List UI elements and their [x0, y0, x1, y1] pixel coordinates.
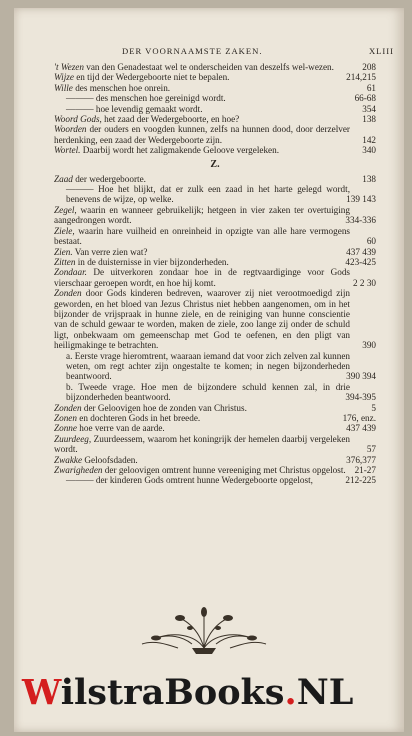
entry-page-reference: 214,215 [346, 72, 376, 83]
entry-page-reference: 334-336 [345, 215, 376, 226]
entry-page-reference: 139 143 [346, 194, 376, 205]
index-entry [54, 104, 376, 114]
index-group-z [54, 174, 376, 486]
entry-term: Zaad [54, 173, 73, 184]
index-entry [54, 174, 376, 184]
entry-page-reference: 60 [366, 236, 376, 247]
entry-text: der ouders en voogden kunnen, zelfs na hunnen dood, door derzelver herdenking, een zaad der Wedergeboorte zijn. [54, 124, 350, 145]
entry-text: Geloofsdaden. [82, 454, 138, 465]
entry-page-reference: 57 [366, 444, 376, 455]
entry-page-reference: 354 [362, 103, 376, 114]
entry-page-reference: 437 439 [346, 246, 376, 257]
index-entry [54, 403, 376, 413]
entry-term: Woord Gods [54, 114, 100, 125]
entry-term: Zondaar. [54, 267, 87, 278]
wilstrabooks-watermark: WilstraBooks.NL [22, 672, 354, 713]
index-entry [54, 455, 376, 465]
entry-page-reference: 376,377 [346, 454, 376, 465]
index-group-w [54, 62, 376, 156]
index-entry [54, 62, 376, 72]
entry-text: ——— Hoe het blijkt, dat er zulk een zaad in het harte gelegd wordt, benevens de wijze, op welke. [66, 184, 350, 205]
entry-text: ——— des menschen hoe gereinigd wordt. [66, 93, 226, 104]
entry-text: en tijd der Wedergeboorte niet te bepalen. [73, 72, 230, 83]
section-letter-z: Z. [210, 158, 220, 170]
entry-text: der Geloovigen hoe de zonden van Christus. [81, 402, 247, 413]
index-entry [54, 247, 376, 257]
index-entry [54, 351, 376, 382]
entry-term: Wortel. [54, 145, 81, 156]
index-entry [54, 83, 376, 93]
entry-page-reference: 212-225 [345, 475, 376, 486]
entry-page-reference: 5 [371, 402, 376, 413]
entry-text: hoe verre van de aarde. [76, 423, 165, 434]
entry-text: Daarbij wordt het zaligmakende Geloove vergeleken. [80, 145, 280, 156]
book-page [14, 8, 404, 732]
entry-text: ——— hoe levendig gemaakt wordt. [66, 103, 203, 114]
entry-text: De uitverkoren zondaar hoe in de regtvaardiginge voor Gods vierschaar geroepen wordt, en hoe hij komt. [54, 267, 350, 288]
entry-text: der wedergeboorte. [72, 173, 146, 184]
entry-text: Van verre zien wat? [72, 246, 148, 257]
index-entry [54, 184, 376, 205]
entry-page-reference: 176, enz. [342, 413, 376, 423]
entry-page-reference: 394-395 [345, 392, 376, 403]
header-title: DER VOORNAAMSTE ZAKEN. [122, 46, 263, 56]
entry-text: waarin hare vuilheid en onreinheid in opzigte van alle hare vermogens bestaat. [54, 225, 350, 247]
index-entry [54, 114, 376, 124]
index-entry [54, 475, 376, 485]
entry-text: in de duisternisse in vier bijzonderheden. [75, 256, 229, 267]
index-entry [54, 413, 376, 423]
entry-term: Woorden [54, 124, 87, 135]
index-entry [54, 382, 376, 403]
ornament-vignette [134, 604, 274, 656]
entry-text: a. Eerste vrage hieromtrent, waaraan iemand dat voor zich zelven zal kunnen weten, om regt achter zijn ongestalte te komen; in negen bijzonderheden beantwoord. [66, 350, 350, 382]
index-entry [54, 257, 376, 267]
entry-text: Zuurdeessem, waarom het koningrijk der hemelen daarbij vergeleken wordt. [54, 433, 350, 455]
index-entry [54, 465, 376, 475]
entry-page-reference: 390 394 [346, 371, 376, 382]
entry-term: Zwakke [54, 454, 83, 465]
entry-text: des menschen hoe onrein. [72, 82, 171, 93]
entry-page-reference: 142 [362, 134, 376, 145]
subject-index [54, 62, 376, 486]
entry-page-reference: 423-425 [345, 256, 376, 267]
entry-term: Ziele, [54, 225, 75, 236]
entry-term: Zonden [54, 402, 82, 413]
index-entry [54, 267, 376, 288]
index-entry [54, 288, 376, 350]
entry-term: Zwarigheden [54, 465, 103, 476]
entry-text: der geloovigen omtrent hunne vereeniging met Christus opgelost. [102, 465, 346, 476]
index-entry [54, 145, 376, 155]
entry-term: Zegel, [54, 204, 77, 215]
entry-page-reference: 138 [362, 173, 376, 184]
entry-term: Zonden [54, 288, 82, 299]
entry-term: Zonen [54, 413, 77, 423]
entry-term: Zuurdeeg, [54, 433, 92, 444]
index-entry [54, 205, 376, 226]
entry-text: van den Genadestaat wel te onderscheiden van deszelfs wel-wezen. [83, 62, 334, 72]
entry-page-reference: 437 439 [346, 423, 376, 434]
entry-term: Zien. [54, 246, 73, 257]
entry-text: waarin en wanneer gebruikelijk; hetgeen in vier zaken ter overtuiging aangedrongen wordt. [54, 204, 350, 226]
entry-text: door Gods kinderen bedreven, waarover zij niet verootmoedigd zijn geworden, en het bloed van Jezus Christus niet hebben aangenomen, om in het bijzonder de vrijspraak in hunne ziele, en de reiniging van hunne conscientie van de schuld gewaar te worden, maken de ziele, zoo lange zij onder de schuld ligt, onbekwaam om gemeenschap met God te oefenen, en den pligt van heiligmakinge te betrachten. [54, 288, 350, 351]
entry-page-reference: 61 [366, 82, 376, 93]
index-entry [54, 423, 376, 433]
index-entry [54, 72, 376, 82]
entry-page-reference: 138 [362, 114, 376, 125]
index-entry [54, 226, 376, 247]
entry-page-reference: 340 [362, 145, 376, 156]
entry-term: Zonne [54, 423, 77, 434]
index-entry [54, 93, 376, 103]
entry-page-reference: 21-27 [354, 465, 376, 476]
entry-text: ——— der kinderen Gods omtrent hunne Wedergeboorte opgelost, [66, 475, 313, 486]
entry-text: en dochteren Gods in het breede. [76, 413, 201, 423]
index-entry [54, 124, 376, 145]
entry-term: 't Wezen [54, 62, 84, 72]
entry-page-reference: 208 [362, 62, 376, 72]
entry-page-reference: 2 2 30 [353, 277, 376, 288]
entry-term: Zitten [54, 256, 76, 267]
entry-page-reference: 66-68 [354, 93, 376, 104]
entry-page-reference: 390 [362, 340, 376, 351]
entry-term: Wijze [54, 72, 74, 83]
entry-text: , het zaad der Wedergeboorte, en hoe? [99, 114, 240, 125]
page-number: XLIII [368, 46, 394, 56]
entry-text: b. Tweede vrage. Hoe men de bijzondere schuld kennen zal, in drie bijzonderheden beantwoord. [66, 381, 350, 403]
entry-term: Wille [54, 82, 73, 93]
index-entry [54, 434, 376, 455]
